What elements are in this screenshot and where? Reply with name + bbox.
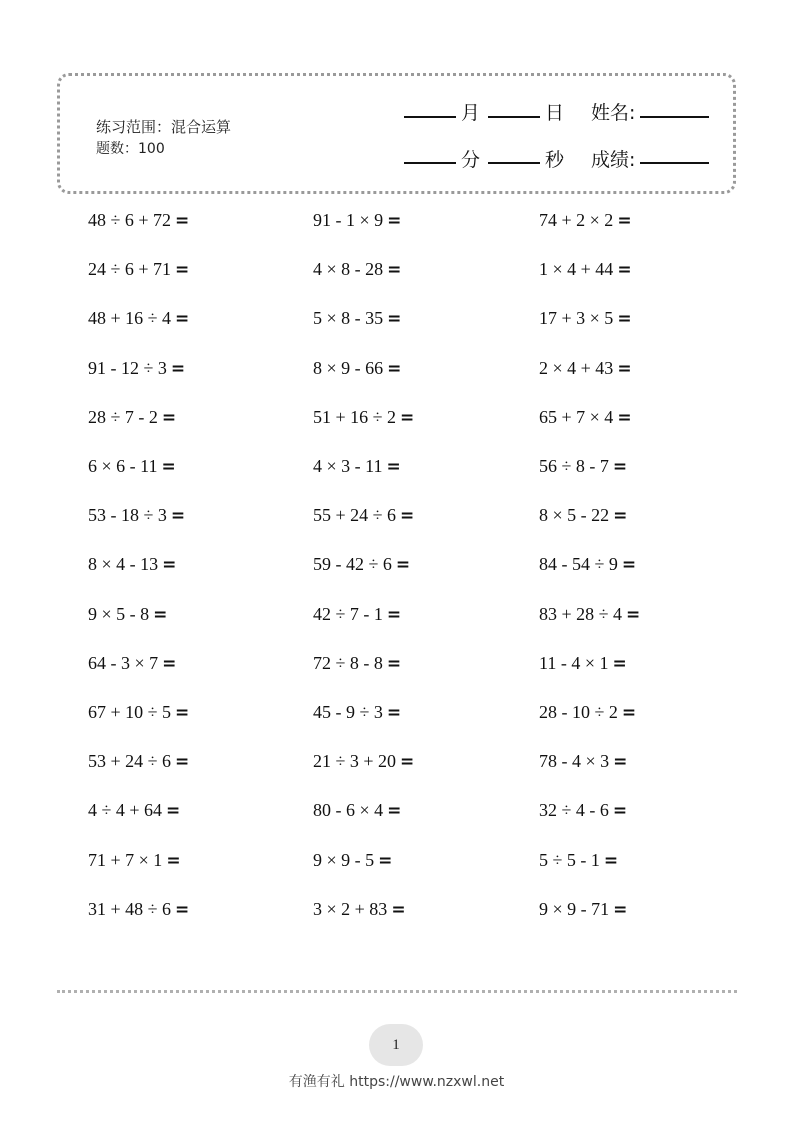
problem-expression: 55 + 24 ÷ 6 [313, 505, 397, 526]
problem-item [539, 850, 618, 871]
problem-expression: 4 × 3 - 11 [313, 456, 383, 476]
problem-item [313, 702, 401, 723]
problem-item [88, 554, 176, 575]
problem-item [313, 456, 401, 477]
equals-sign: = [617, 407, 632, 428]
problem-item [313, 259, 401, 280]
problem-item [539, 702, 636, 723]
equals-sign: = [162, 653, 177, 674]
problem-item [313, 800, 401, 821]
minute-label: 分 [461, 149, 481, 171]
problem-expression: 8 × 5 - 22 [539, 505, 610, 526]
score-label: 成绩: [591, 149, 636, 171]
problem-item [313, 407, 414, 428]
problem-item [88, 259, 189, 280]
equals-sign: = [612, 653, 627, 674]
equals-sign: = [621, 703, 637, 723]
problem-expression: 2 × 4 + 43 [539, 357, 614, 378]
day-label: 日 [545, 102, 565, 124]
problem-item [313, 210, 401, 231]
problem-expression: 6 × 6 - 11 [88, 456, 158, 476]
equals-sign: = [387, 801, 402, 822]
problem-item [88, 456, 176, 477]
equals-sign: = [175, 309, 190, 330]
equals-sign: = [175, 260, 190, 281]
second-blank[interactable] [488, 162, 540, 164]
problem-item [313, 308, 401, 329]
problem-item [88, 604, 167, 625]
problem-expression: 17 + 3 × 5 [539, 308, 614, 329]
score-blank[interactable] [640, 162, 709, 164]
problem-expression: 8 × 4 - 13 [88, 554, 159, 575]
problem-item [539, 653, 627, 674]
problem-expression: 3 × 2 + 83 [313, 898, 388, 919]
equals-sign: = [162, 555, 177, 576]
problem-expression: 67 + 10 ÷ 5 [88, 702, 172, 722]
problem-expression: 59 - 42 ÷ 6 [313, 554, 392, 575]
equals-sign: = [617, 358, 632, 379]
problem-expression: 80 - 6 × 4 [313, 800, 384, 821]
problem-item [88, 505, 185, 526]
problem-expression: 48 ÷ 6 + 72 [88, 210, 172, 230]
month-label: 月 [461, 102, 481, 124]
problem-item [539, 407, 632, 428]
problem-expression: 83 + 28 ÷ 4 [539, 603, 623, 624]
problem-item [313, 554, 410, 575]
equals-sign: = [386, 457, 401, 477]
equals-sign: = [617, 260, 632, 281]
equals-sign: = [387, 309, 402, 330]
equals-sign: = [166, 801, 181, 822]
day-blank[interactable] [488, 116, 540, 118]
equals-sign: = [175, 703, 190, 723]
equals-sign: = [400, 506, 415, 527]
footer-site-text: 有渔有礼 https://www.nzxwl.net [288, 1074, 505, 1090]
problem-expression: 21 ÷ 3 + 20 [313, 751, 397, 772]
problem-expression: 32 ÷ 4 - 6 [539, 800, 609, 821]
problem-expression: 5 × 8 - 35 [313, 308, 384, 329]
problem-item [88, 751, 189, 772]
equals-sign: = [613, 752, 628, 773]
equals-sign: = [386, 653, 402, 674]
problem-expression: 1 × 4 + 44 [539, 259, 614, 280]
problem-expression: 42 ÷ 7 - 1 [313, 603, 383, 624]
equals-sign: = [153, 604, 168, 625]
equals-sign: = [170, 358, 186, 379]
problem-expression: 4 × 8 - 28 [313, 259, 384, 280]
problem-expression: 31 + 48 ÷ 6 [88, 898, 172, 919]
problem-expression: 11 - 4 × 1 [539, 652, 609, 673]
problem-item [88, 358, 185, 379]
equals-sign: = [387, 358, 402, 379]
problem-item [539, 358, 632, 379]
problem-item [539, 505, 627, 526]
equals-sign: = [626, 604, 641, 625]
problem-item [313, 751, 414, 772]
problem-item [539, 800, 627, 821]
problem-item [88, 850, 181, 871]
problem-item [539, 899, 627, 920]
problem-expression: 64 - 3 × 7 [88, 652, 159, 673]
problem-expression: 5 ÷ 5 - 1 [539, 849, 600, 870]
problem-expression: 9 × 9 - 71 [539, 898, 610, 919]
problem-expression: 56 ÷ 8 - 7 [539, 456, 609, 476]
equals-sign: = [395, 555, 411, 576]
problem-item [539, 456, 627, 477]
month-blank[interactable] [404, 116, 456, 118]
problem-item [313, 505, 414, 526]
problem-item [313, 850, 392, 871]
problem-expression: 48 + 16 ÷ 4 [88, 308, 172, 329]
problem-item [539, 308, 632, 329]
equals-sign: = [166, 850, 181, 871]
equals-sign: = [175, 211, 190, 231]
problem-expression: 51 + 16 ÷ 2 [313, 406, 397, 427]
equals-sign: = [391, 899, 406, 920]
problem-expression: 28 ÷ 7 - 2 [88, 406, 158, 427]
equals-sign: = [378, 850, 393, 871]
page-number: 1 [369, 1024, 423, 1066]
problem-expression: 91 - 1 × 9 [313, 210, 384, 230]
problem-expression: 74 + 2 × 2 [539, 210, 614, 230]
equals-sign: = [387, 211, 402, 231]
problem-expression: 71 + 7 × 1 [88, 849, 163, 870]
problem-expression: 91 - 12 ÷ 3 [88, 357, 167, 378]
equals-sign: = [161, 407, 177, 428]
equals-sign: = [613, 506, 628, 527]
equals-sign: = [612, 801, 628, 822]
problem-item [88, 210, 189, 231]
question-count-label: 题数：100 [96, 141, 165, 157]
problem-expression: 53 - 18 ÷ 3 [88, 505, 167, 526]
equals-sign: = [617, 309, 632, 330]
equals-sign: = [386, 604, 402, 625]
problem-item [539, 259, 632, 280]
problem-item [88, 702, 189, 723]
problem-expression: 24 ÷ 6 + 71 [88, 259, 172, 280]
problem-item [539, 210, 632, 231]
problem-expression: 78 - 4 × 3 [539, 751, 610, 772]
equals-sign: = [387, 260, 402, 281]
problem-item [88, 653, 176, 674]
footer-divider [57, 990, 737, 993]
name-label: 姓名: [591, 102, 636, 124]
problem-item [88, 407, 176, 428]
problem-item [539, 751, 627, 772]
minute-blank[interactable] [404, 162, 456, 164]
problem-item [88, 800, 180, 821]
problem-expression: 9 × 9 - 5 [313, 849, 375, 870]
equals-sign: = [175, 899, 190, 920]
problem-expression: 53 + 24 ÷ 6 [88, 751, 172, 772]
equals-sign: = [386, 703, 402, 723]
problem-item [539, 554, 636, 575]
equals-sign: = [603, 850, 619, 871]
problem-item [539, 604, 640, 625]
problem-expression: 4 ÷ 4 + 64 [88, 800, 163, 821]
problem-expression: 84 - 54 ÷ 9 [539, 554, 618, 575]
problem-item [313, 604, 401, 625]
practice-range-label: 练习范围：混合运算 [96, 118, 232, 136]
equals-sign: = [161, 457, 176, 477]
equals-sign: = [621, 555, 637, 576]
second-label: 秒 [545, 149, 565, 171]
problem-item [313, 653, 401, 674]
equals-sign: = [170, 506, 186, 527]
problem-expression: 28 - 10 ÷ 2 [539, 702, 618, 722]
equals-sign: = [400, 752, 415, 773]
problem-item [313, 899, 406, 920]
equals-sign: = [175, 752, 190, 773]
equals-sign: = [613, 899, 628, 920]
problem-item [313, 358, 401, 379]
problem-expression: 9 × 5 - 8 [88, 603, 150, 624]
equals-sign: = [612, 457, 628, 477]
problem-item [88, 899, 189, 920]
name-blank[interactable] [640, 116, 709, 118]
problem-expression: 65 + 7 × 4 [539, 406, 614, 427]
problem-expression: 45 - 9 ÷ 3 [313, 702, 383, 722]
problem-item [88, 308, 189, 329]
problem-expression: 72 ÷ 8 - 8 [313, 652, 383, 673]
equals-sign: = [400, 407, 415, 428]
problem-expression: 8 × 9 - 66 [313, 357, 384, 378]
equals-sign: = [617, 211, 632, 231]
